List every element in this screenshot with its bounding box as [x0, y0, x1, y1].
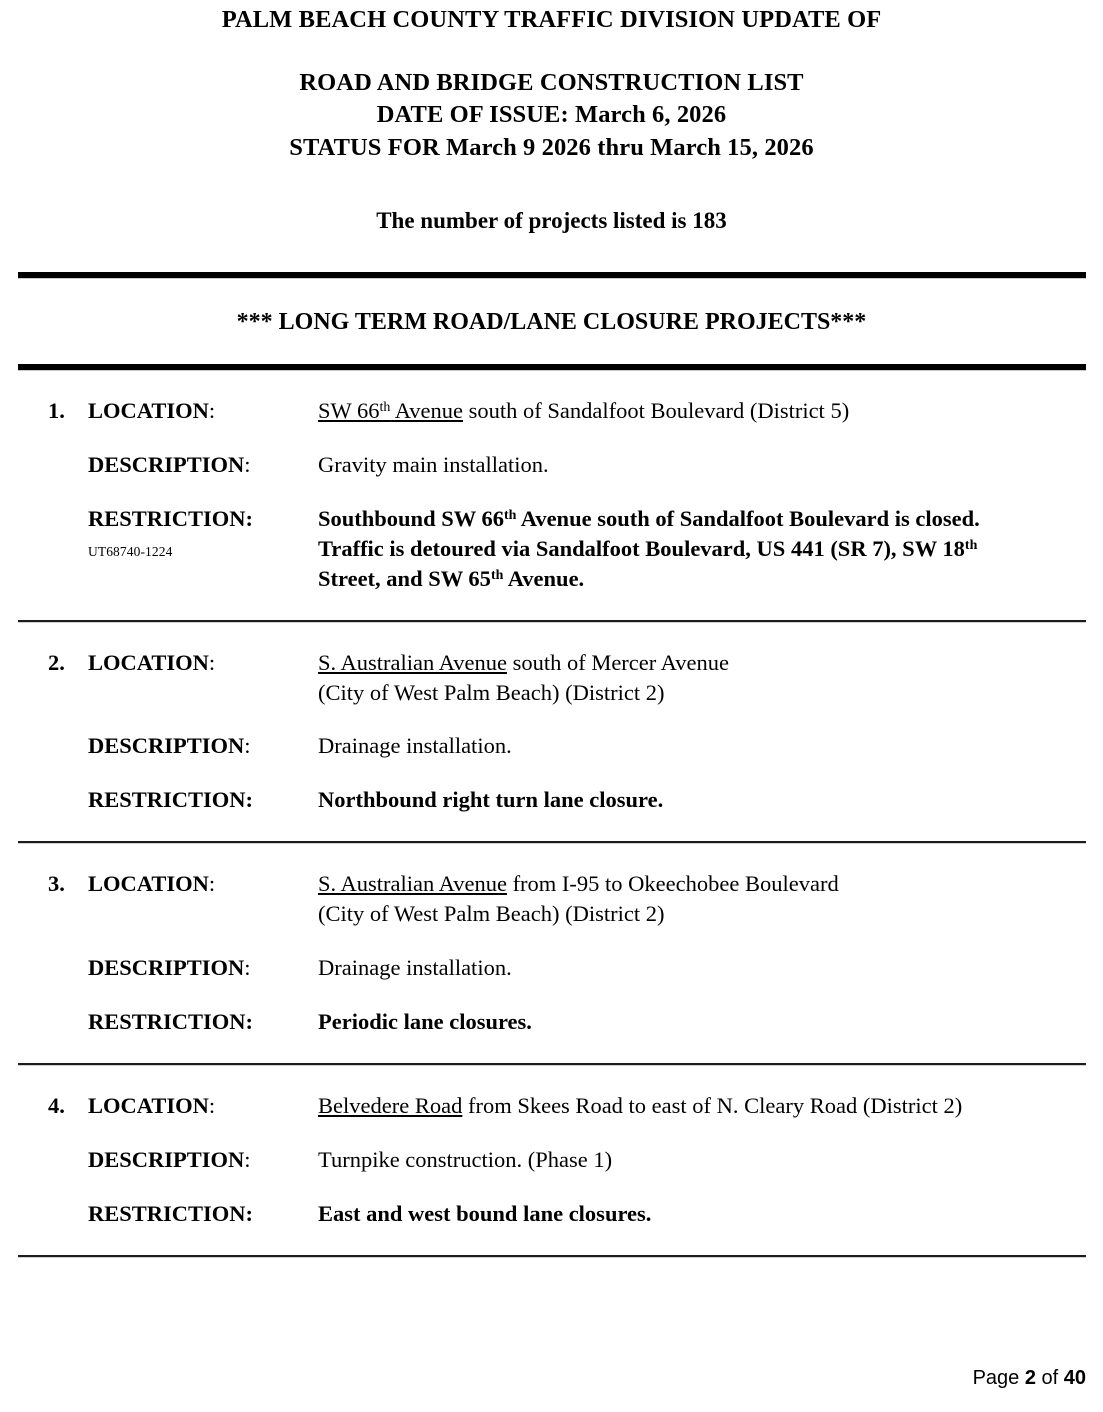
project-entry-list [0, 371, 1103, 1258]
location-line-1: Belvedere Road from Skees Road to east of N. Cleary Road (District 2) [318, 1092, 963, 1118]
restriction-label: RESTRICTION: [88, 787, 254, 813]
project-entry-body [0, 844, 1103, 1063]
location-line-1: S. Australian Avenue from I-95 to Okeechobee Boulevard [318, 871, 839, 897]
restriction-value [318, 1199, 1086, 1229]
location-row [18, 648, 1086, 708]
footer-middle-text: of [1035, 1367, 1064, 1389]
project-entry-body [0, 371, 1103, 620]
restriction-line: Northbound right turn lane closure. [318, 787, 664, 813]
description-row [18, 953, 1086, 983]
entry-separator-rule [18, 1255, 1086, 1258]
entry-number: 1. [48, 398, 65, 423]
location-label-colon: : [208, 649, 216, 675]
description-row [18, 731, 1086, 761]
footer-current-page: 2 [1024, 1367, 1036, 1389]
restriction-line: Southbound SW 66th Avenue south of Sandalfoot Boulevard is closed. [318, 505, 980, 531]
location-label: LOCATION: [88, 1092, 216, 1118]
spacer-above-top-rule [0, 234, 1103, 272]
restriction-row [18, 785, 1086, 815]
location-line-1: SW 66th Avenue south of Sandalfoot Boulevard (District 5) [318, 398, 850, 423]
project-entry-body [0, 1066, 1103, 1255]
restriction-line: Periodic lane closures. [318, 1009, 532, 1035]
location-line-1: S. Australian Avenue south of Mercer Avenue [318, 649, 729, 675]
restriction-row [18, 504, 1086, 594]
description-row [18, 1145, 1086, 1175]
location-value [318, 1091, 1086, 1121]
location-line-2: (City of West Palm Beach) (District 2) [318, 901, 665, 927]
top-heavy-rule [18, 272, 1086, 279]
location-label: LOCATION: [88, 398, 216, 423]
location-line-2: (City of West Palm Beach) (District 2) [318, 679, 665, 705]
location-road-name: SW 66th Avenue [318, 398, 463, 423]
description-value [318, 953, 1086, 983]
project-entry [0, 371, 1103, 623]
description-label: DESCRIPTION: [88, 955, 251, 981]
restriction-label: RESTRICTION: UT68740-1224 [88, 504, 318, 560]
description-label-colon: : [244, 1146, 251, 1172]
location-row [18, 869, 1086, 929]
project-code: UT68740-1224 [88, 543, 173, 559]
document-title-line-4: STATUS FOR March 9 2026 thru March 15, 2026 [289, 133, 814, 161]
entry-separator-wrap [0, 1255, 1103, 1258]
page-footer [0, 1367, 1086, 1390]
second-heavy-rule [18, 364, 1086, 371]
description-text: Turnpike construction. (Phase 1) [318, 1146, 613, 1172]
restriction-row [18, 1007, 1086, 1037]
description-text: Drainage installation. [318, 955, 512, 981]
location-label-colon: : [208, 871, 216, 897]
entry-number: 4. [48, 1092, 65, 1118]
document-title-line-3: DATE OF ISSUE: March 6, 2026 [376, 101, 727, 128]
description-label: DESCRIPTION: [88, 1146, 251, 1172]
description-value [318, 1145, 1086, 1175]
location-value [318, 648, 1086, 708]
location-road-name: S. Australian Avenue [318, 871, 507, 897]
description-value [318, 450, 1086, 480]
location-label-colon: : [208, 1092, 216, 1118]
project-count-line: The number of projects listed is 183 [376, 208, 727, 233]
top-heavy-rule-wrap [0, 272, 1103, 279]
document-header [0, 0, 1103, 234]
project-entry-body [0, 623, 1103, 842]
restriction-value [318, 504, 1086, 594]
footer-total-pages: 40 [1063, 1367, 1086, 1389]
location-value [318, 869, 1086, 929]
description-label-colon: : [244, 955, 251, 981]
location-road-name: S. Australian Avenue [318, 649, 507, 675]
project-entry [0, 844, 1103, 1066]
footer-page-prefix: Page [972, 1367, 1025, 1389]
description-label: DESCRIPTION: [88, 451, 251, 477]
location-row [18, 396, 1086, 426]
second-heavy-rule-wrap [0, 364, 1103, 371]
restriction-row [18, 1199, 1086, 1229]
description-value [318, 731, 1086, 761]
location-label: LOCATION: [88, 649, 216, 675]
description-text: Gravity main installation. [318, 451, 549, 477]
restriction-value [318, 785, 1086, 815]
location-label-colon: : [208, 398, 216, 423]
entry-number: 2. [48, 649, 65, 675]
section-heading: *** LONG TERM ROAD/LANE CLOSURE PROJECTS*** [236, 309, 867, 335]
entry-number: 3. [48, 871, 65, 897]
location-value [318, 396, 1086, 426]
project-entry [0, 1066, 1103, 1258]
location-road-name: Belvedere Road [318, 1092, 463, 1118]
document-title-line-2: ROAD AND BRIDGE CONSTRUCTION LIST [299, 68, 804, 96]
description-row [18, 450, 1086, 480]
description-label: DESCRIPTION: [88, 733, 251, 759]
restriction-label: RESTRICTION: [88, 1200, 254, 1226]
restriction-line: Street, and SW 65th Avenue. [318, 565, 585, 591]
description-label-colon: : [244, 733, 251, 759]
restriction-label: RESTRICTION: [88, 1009, 254, 1035]
description-label-colon: : [244, 451, 251, 477]
description-text: Drainage installation. [318, 733, 512, 759]
location-row [18, 1091, 1086, 1121]
document-title-line-1: PALM BEACH COUNTY TRAFFIC DIVISION UPDATE OF [221, 6, 882, 33]
project-entry [0, 623, 1103, 845]
restriction-line: East and west bound lane closures. [318, 1200, 652, 1226]
location-label: LOCATION: [88, 871, 216, 897]
restriction-line: Traffic is detoured via Sandalfoot Boulevard, US 441 (SR 7), SW 18th [318, 535, 978, 561]
restriction-value [318, 1007, 1086, 1037]
